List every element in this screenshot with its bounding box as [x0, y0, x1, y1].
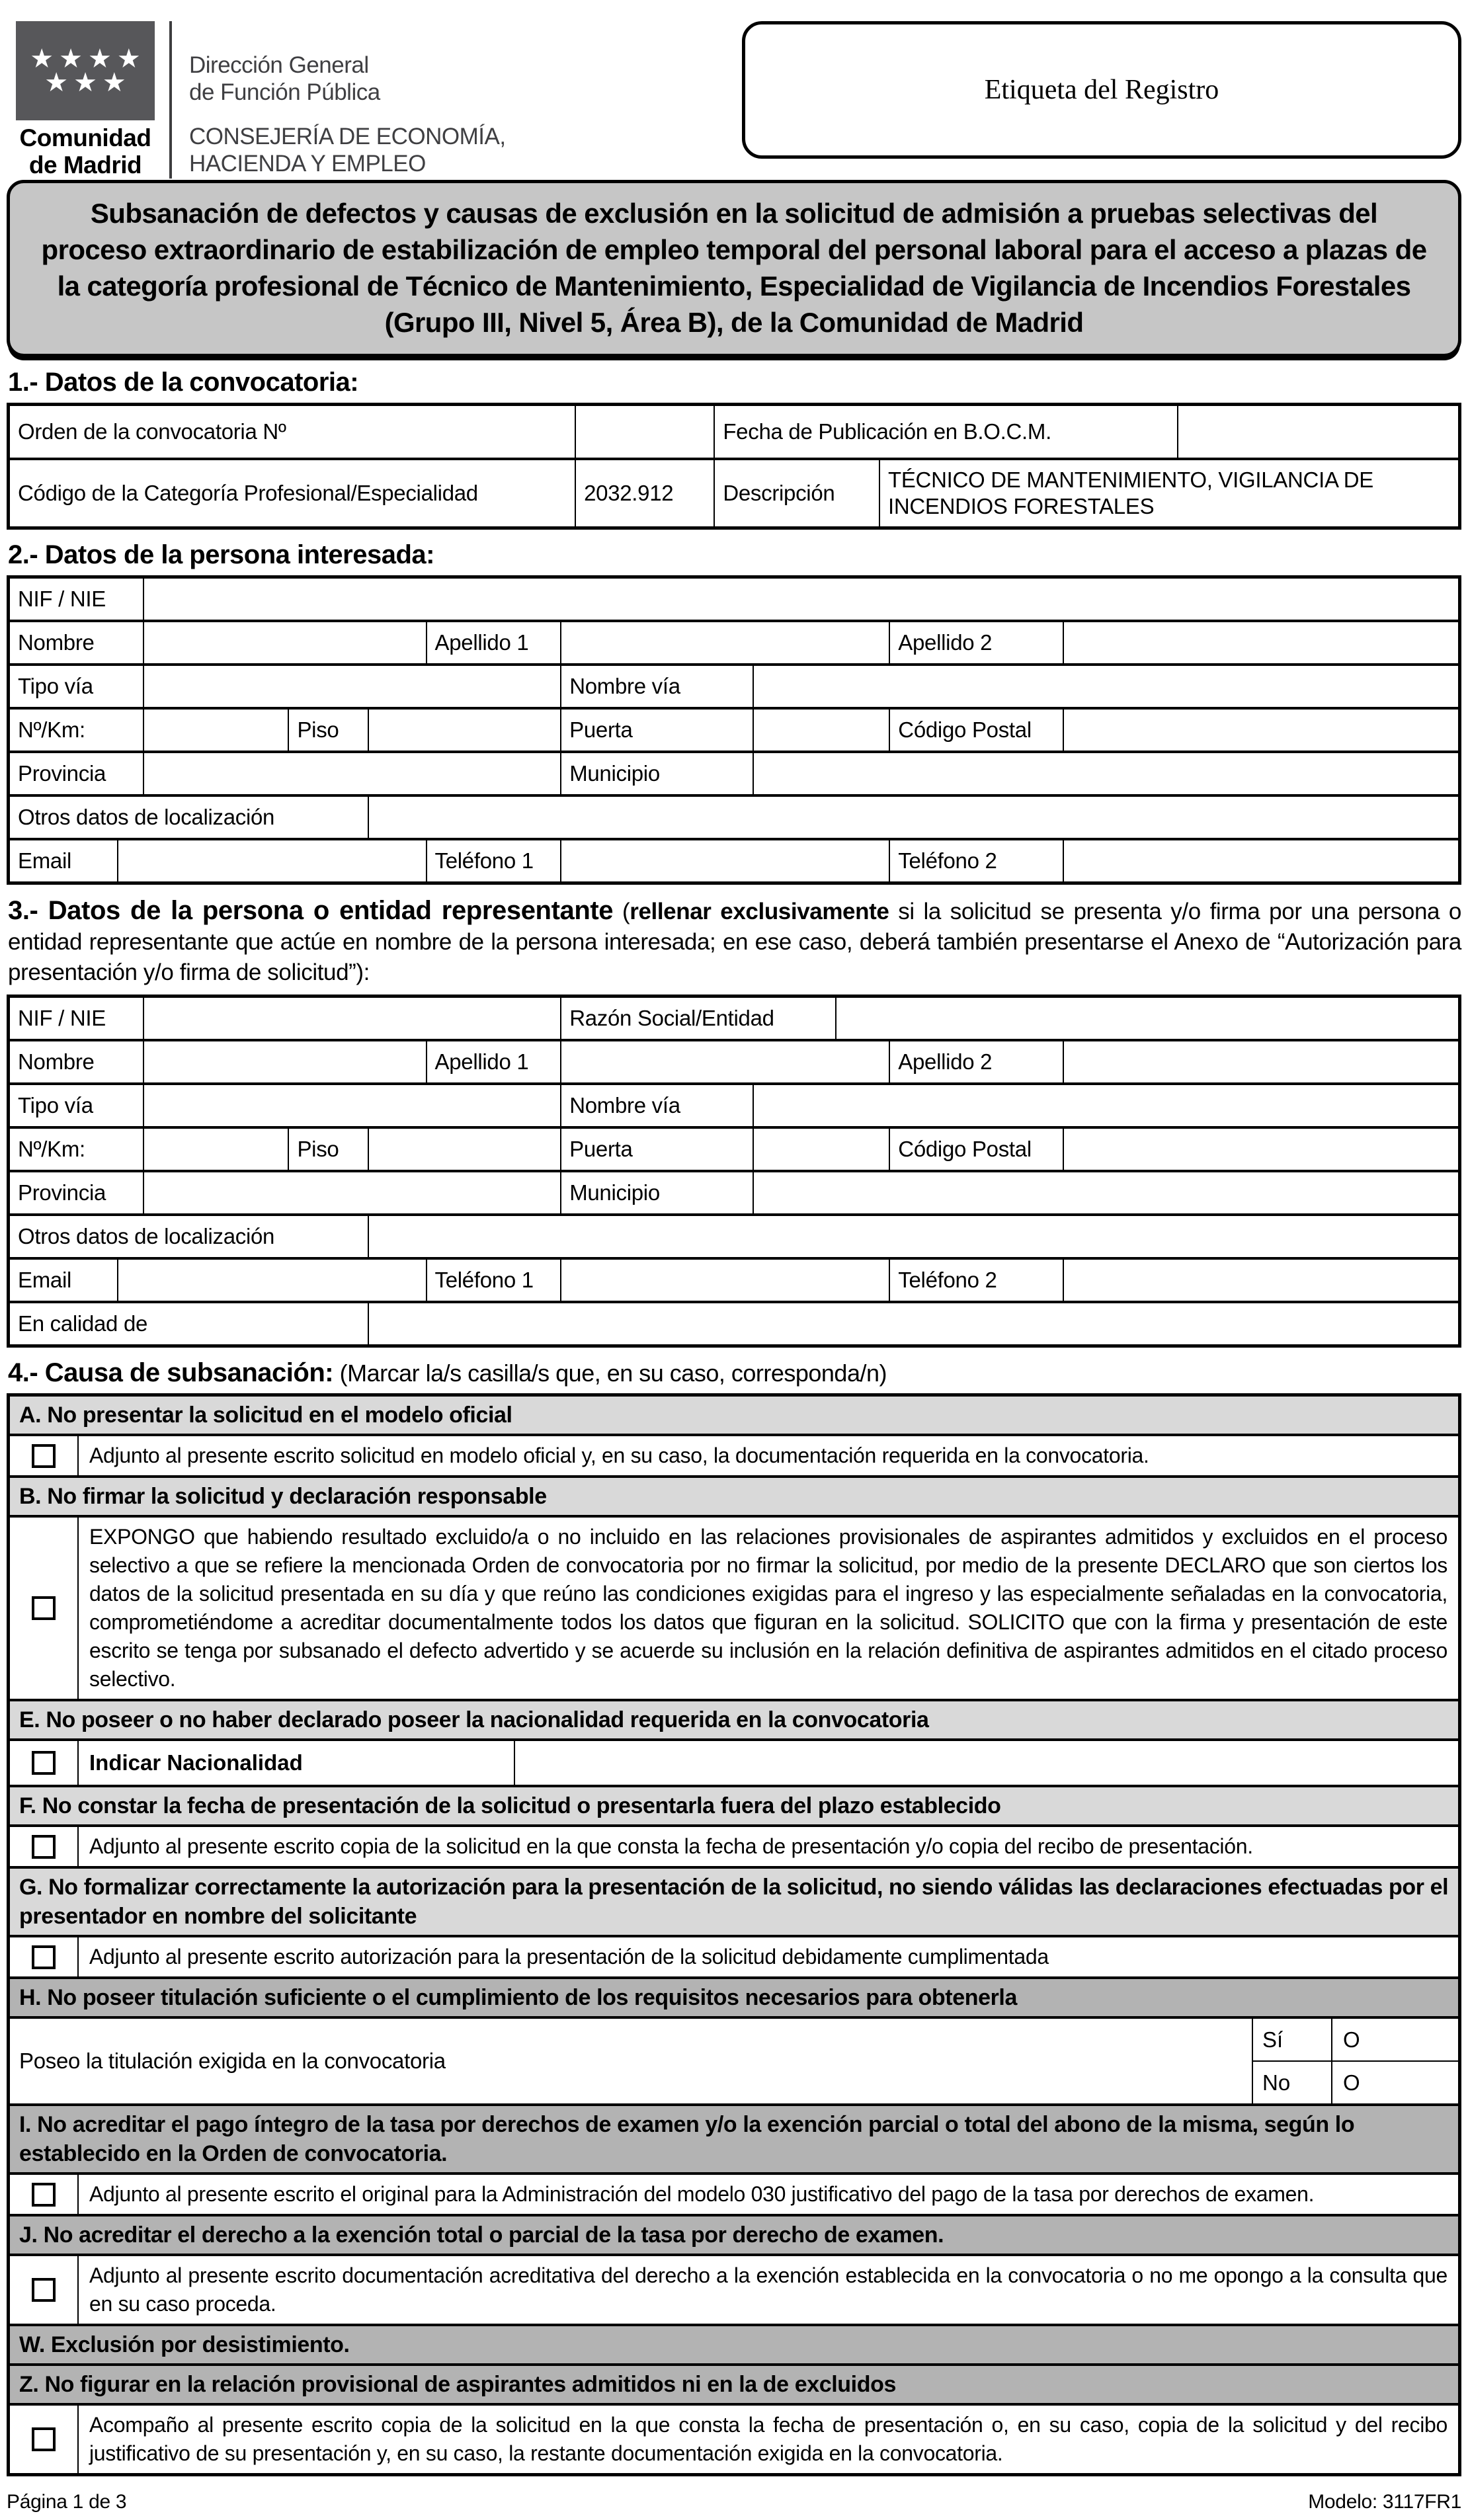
causa-header-W: W. Exclusión por desistimiento. — [10, 2324, 1458, 2363]
field-row — [10, 406, 1458, 458]
field-input[interactable]: TÉCNICO DE MANTENIMIENTO, VIGILANCIA DE INCENDIOS FORESTALES — [879, 460, 1458, 526]
field-input[interactable] — [1063, 710, 1458, 751]
causa-body-G — [10, 1935, 1458, 1976]
field-label: Provincia — [18, 761, 106, 786]
causa-header-F: F. No constar la fecha de presentación de la solicitud o presentarla fuera del plazo establecido — [10, 1785, 1458, 1824]
field-input[interactable] — [143, 1129, 288, 1170]
field-label: NIF / NIE — [18, 1006, 106, 1030]
titulacion-statement: Poseo la titulación exigida en la convocatoria — [19, 2049, 446, 2073]
field-row — [10, 1126, 1458, 1170]
yes-no-table — [1252, 2019, 1458, 2103]
field-input[interactable] — [117, 840, 425, 881]
causa-body-J — [10, 2254, 1458, 2324]
no-option-radio[interactable]: O — [1331, 2062, 1458, 2103]
section3-note-bold: rellenar exclusivamente — [630, 899, 889, 924]
causa-header-I: I. No acreditar el pago íntegro de la tasa por derechos de examen y/o la exención parcial o total del abono de la misma, según lo establecido en la Orden de convocatoria. — [10, 2103, 1458, 2172]
field-label: Nº/Km: — [18, 1137, 85, 1161]
no-option-row — [1253, 2060, 1458, 2103]
field-row — [10, 620, 1458, 663]
field-label: Razón Social/Entidad — [560, 998, 835, 1039]
field-row — [10, 458, 1458, 526]
page-footer — [7, 2491, 1461, 2513]
field-input[interactable] — [835, 998, 1458, 1039]
checkbox-cell-B — [10, 1518, 79, 1699]
field-label: Puerta — [560, 710, 753, 751]
section3-heading: 3.- Datos de la persona o entidad representante (rellenar exclusivamente si la solicitud se presenta y/o firma por una persona o entidad representante que actúe en nombre de la persona interesada; en ese caso, deberá también presentarse el Anexo de “Autorización para presentación y/o firma de solicitud”): — [8, 896, 1461, 985]
field-label: Nombre vía — [560, 1085, 753, 1126]
field-label: Código Postal — [889, 1129, 1063, 1170]
field-input[interactable] — [1063, 840, 1458, 881]
field-row — [10, 707, 1458, 751]
section4-heading-bold: 4.- Causa de subsanación: — [8, 1358, 334, 1387]
field-input[interactable] — [143, 753, 560, 794]
section2-heading: 2.- Datos de la persona interesada: — [8, 540, 434, 569]
causa-body-I — [10, 2172, 1458, 2214]
causa-body-B — [10, 1515, 1458, 1699]
causa-header-B: B. No firmar la solicitud y declaración responsable — [10, 1475, 1458, 1515]
field-input[interactable] — [368, 1129, 560, 1170]
checkbox-cell-F — [10, 1827, 79, 1866]
causa-body-H — [10, 2016, 1458, 2103]
causas-table — [7, 1393, 1461, 2476]
field-input[interactable] — [753, 1129, 889, 1170]
section4-heading — [8, 1358, 1461, 1388]
field-label: Teléfono 1 — [426, 840, 561, 881]
field-label: Teléfono 1 — [426, 1260, 561, 1301]
field-label: Piso — [288, 710, 367, 751]
field-label: Nombre — [18, 1049, 95, 1074]
madrid-flag-icon — [16, 21, 155, 120]
field-input[interactable] — [1063, 1041, 1458, 1082]
field-label: Apellido 2 — [889, 1041, 1063, 1082]
field-label: Municipio — [560, 753, 753, 794]
field-label: Provincia — [18, 1180, 106, 1205]
checkbox-cell-A — [10, 1436, 79, 1475]
field-row — [10, 663, 1458, 707]
field-label: Nº/Km: — [18, 717, 85, 742]
consejeria-name: CONSEJERÍA DE ECONOMÍA, HACIENDA Y EMPLEO — [189, 124, 506, 177]
field-row — [10, 1257, 1458, 1301]
field-input[interactable] — [117, 1260, 425, 1301]
checkbox-B[interactable] — [32, 1596, 56, 1620]
convocatoria-table — [7, 403, 1461, 530]
field-row — [10, 838, 1458, 881]
causa-text-A: Adjunto al presente escrito solicitud en modelo oficial y, en su caso, la documentación requerida en la convocatoria. — [89, 1443, 1149, 1467]
field-label: Puerta — [560, 1129, 753, 1170]
form-title-band — [7, 180, 1461, 357]
field-input[interactable] — [753, 1085, 1458, 1126]
field-input[interactable] — [753, 1172, 1458, 1213]
field-label: Otros datos de localización — [18, 1224, 275, 1248]
field-row — [10, 579, 1458, 620]
field-label: Apellido 2 — [889, 622, 1063, 663]
field-label: Nombre vía — [560, 666, 753, 707]
field-input[interactable] — [368, 797, 1458, 838]
field-input[interactable] — [753, 666, 1458, 707]
checkbox-cell-G — [10, 1937, 79, 1976]
field-label: En calidad de — [18, 1311, 148, 1336]
causa-header-Z: Z. No figurar en la relación provisional de aspirantes admitidos ni en la de excluidos — [10, 2363, 1458, 2403]
field-input[interactable] — [143, 1041, 425, 1082]
causa-text-B: EXPONGO que habiendo resultado excluido/a o no incluido en las relaciones provisionales de aspirantes admitidos y excluidos en el proceso selectivo a que se refiere la mencionada Orden de convocatoria por no firmar la solicitud, por medio de la presente DECLARO que son ciertos los datos de la solicitud presentada en su día y que reúno las condiciones exigidas para el ingreso y las especialmente señaladas en la convocatoria, comprometiéndome a acreditar documentalmente todos los datos que figuran en la solicitud. SOLICITO que con la firma y presentación de este escrito se tenga por subsanado el defecto advertido y se acuerde su inclusión en la relación definitiva de aspirantes admitidos en el citado proceso selectivo. — [89, 1525, 1448, 1691]
causa-header-J: J. No acreditar el derecho a la exención total o parcial de la tasa por derecho de examen. — [10, 2214, 1458, 2254]
field-label: Descripción — [714, 460, 879, 526]
checkbox-G[interactable] — [32, 1945, 56, 1969]
field-input[interactable] — [753, 753, 1458, 794]
field-label: Email — [18, 1268, 72, 1292]
page-number: Página 1 de 3 — [7, 2491, 127, 2513]
field-label: Piso — [288, 1129, 367, 1170]
field-label: Otros datos de localización — [18, 805, 275, 829]
causa-header-E: E. No poseer o no haber declarado poseer la nacionalidad requerida en la convocatoria — [10, 1699, 1458, 1738]
field-label: Teléfono 2 — [889, 1260, 1063, 1301]
field-input[interactable] — [143, 1085, 560, 1126]
field-input[interactable]: 2032.912 — [575, 460, 714, 526]
causa-body-A — [10, 1434, 1458, 1475]
field-row — [10, 1301, 1458, 1344]
causa-body-Z — [10, 2403, 1458, 2473]
yes-option-label: Sí — [1262, 2027, 1284, 2052]
causa-body-E — [10, 1738, 1458, 1785]
field-label: Email — [18, 848, 72, 873]
field-input[interactable] — [1063, 1260, 1458, 1301]
checkbox-cell-J — [10, 2256, 79, 2324]
field-row — [10, 1039, 1458, 1082]
field-input[interactable] — [143, 710, 288, 751]
registry-label-box — [742, 21, 1461, 159]
field-label: Orden de la convocatoria Nº — [18, 419, 286, 444]
field-input[interactable] — [560, 840, 889, 881]
causa-header-A: A. No presentar la solicitud en el modelo oficial — [10, 1397, 1458, 1434]
field-label: Nombre — [18, 630, 95, 655]
persona-interesada-table — [7, 575, 1461, 885]
field-input[interactable] — [560, 622, 889, 663]
field-input[interactable] — [753, 710, 889, 751]
field-row — [10, 1170, 1458, 1213]
yes-option-radio[interactable]: O — [1331, 2019, 1458, 2060]
checkbox-I[interactable] — [32, 2183, 56, 2207]
checkbox-F[interactable] — [32, 1835, 56, 1859]
field-row — [10, 751, 1458, 794]
no-option-label: No — [1262, 2070, 1291, 2095]
field-input[interactable] — [1063, 622, 1458, 663]
field-input[interactable] — [368, 1303, 1458, 1344]
field-input[interactable] — [143, 1172, 560, 1213]
checkbox-cell-Z — [10, 2406, 79, 2473]
comunidad-madrid-logo — [7, 21, 164, 179]
causa-text-G: Adjunto al presente escrito autorización para la presentación de la solicitud debidamente cumplimentada — [89, 1945, 1049, 1969]
section3-note-rest: si la solicitud se presenta y/o firma por una persona o entidad representante que actúe en nombre de la persona interesada; en ese caso, deberá también presentarse el Anexo de “Autorización para presentación y/o firma de solicitud”): — [8, 899, 1461, 985]
department-block — [189, 21, 506, 179]
field-input[interactable] — [560, 1041, 889, 1082]
org-identity — [7, 9, 506, 179]
field-label: Teléfono 2 — [889, 840, 1063, 881]
flag-stars-row2: ★ ★ ★ — [44, 68, 126, 97]
checkbox-A[interactable] — [32, 1444, 56, 1468]
field-input[interactable] — [143, 998, 560, 1039]
header-divider — [169, 21, 172, 179]
field-label: Tipo vía — [18, 1093, 93, 1118]
field-label: Apellido 1 — [426, 1041, 561, 1082]
field-label: Municipio — [560, 1172, 753, 1213]
flag-stars-row1: ★ ★ ★ ★ — [30, 44, 141, 73]
field-input[interactable] — [1177, 406, 1458, 458]
field-input[interactable] — [143, 579, 1458, 620]
checkbox-cell-I — [10, 2175, 79, 2214]
model-number: Modelo: 3117FR1 — [1308, 2491, 1461, 2513]
field-row — [10, 1213, 1458, 1257]
field-input[interactable] — [368, 710, 560, 751]
section1-heading: 1.- Datos de la convocatoria: — [8, 368, 359, 397]
field-row — [10, 794, 1458, 838]
nationality-label: Indicar Nacionalidad — [79, 1741, 515, 1785]
field-label: Código de la Categoría Profesional/Especialidad — [18, 481, 478, 505]
section4-heading-note: (Marcar la/s casilla/s que, en su caso, corresponda/n) — [333, 1360, 887, 1387]
causa-header-G: G. No formalizar correctamente la autorización para la presentación de la solicitud, no siendo válidas las declaraciones efectuadas por el presentador en nombre del solicitante — [10, 1866, 1458, 1935]
causa-header-H: H. No poseer titulación suficiente o el cumplimiento de los requisitos necesarios para obtenerla — [10, 1976, 1458, 2016]
nationality-input[interactable] — [515, 1741, 1458, 1785]
field-input[interactable] — [143, 666, 560, 707]
field-label: Código Postal — [889, 710, 1063, 751]
field-input[interactable] — [368, 1216, 1458, 1257]
logo-caption: Comunidad de Madrid — [19, 124, 151, 179]
field-label: Tipo vía — [18, 674, 93, 698]
causa-text-J: Adjunto al presente escrito documentación acreditativa del derecho a la exención establecida en la convocatoria o no me opongo a la consulta que en su caso proceda. — [89, 2263, 1448, 2316]
field-input[interactable] — [143, 622, 425, 663]
field-row — [10, 998, 1458, 1039]
field-input[interactable] — [560, 1260, 889, 1301]
representante-table — [7, 995, 1461, 1348]
form-title: Subsanación de defectos y causas de exclusión en la solicitud de admisión a pruebas selectivas del proceso extraordinario de estabilización de empleo temporal del personal laboral para el acceso a plazas de la categoría profesional de Técnico de Mantenimiento, Especialidad de Vigilancia de Incendios Forestales (Grupo III, Nivel 5, Área B), de la Comunidad de Madrid — [41, 198, 1427, 338]
yes-option-row — [1253, 2019, 1458, 2060]
checkbox-E[interactable] — [32, 1751, 56, 1775]
checkbox-Z[interactable] — [32, 2427, 56, 2451]
causa-body-F — [10, 1824, 1458, 1866]
causa-text-I: Adjunto al presente escrito el original para la Administración del modelo 030 justificativo del pago de la tasa por derechos de examen. — [89, 2182, 1315, 2206]
field-label: Fecha de Publicación en B.O.C.M. — [714, 406, 1177, 458]
field-input[interactable] — [575, 406, 714, 458]
department-name: Dirección General de Función Pública — [189, 52, 380, 105]
page-header — [7, 9, 1461, 179]
section3-heading-bold: 3.- Datos de la persona o entidad representante — [8, 896, 614, 925]
field-row — [10, 1082, 1458, 1126]
field-label: NIF / NIE — [18, 587, 106, 611]
field-input[interactable] — [1063, 1129, 1458, 1170]
field-label: Apellido 1 — [426, 622, 561, 663]
registry-label: Etiqueta del Registro — [984, 75, 1219, 105]
checkbox-cell-E — [10, 1741, 79, 1785]
checkbox-J[interactable] — [32, 2278, 56, 2302]
causa-text-Z: Acompaño al presente escrito copia de la solicitud en la que consta la fecha de presentación o, en su caso, copia de la solicitud y del recibo justificativo de su presentación y, en su caso, la restante documentación exigida en la convocatoria. — [89, 2413, 1448, 2465]
causa-text-F: Adjunto al presente escrito copia de la solicitud en la que consta la fecha de presentación y/o copia del recibo de presentación. — [89, 1834, 1253, 1858]
